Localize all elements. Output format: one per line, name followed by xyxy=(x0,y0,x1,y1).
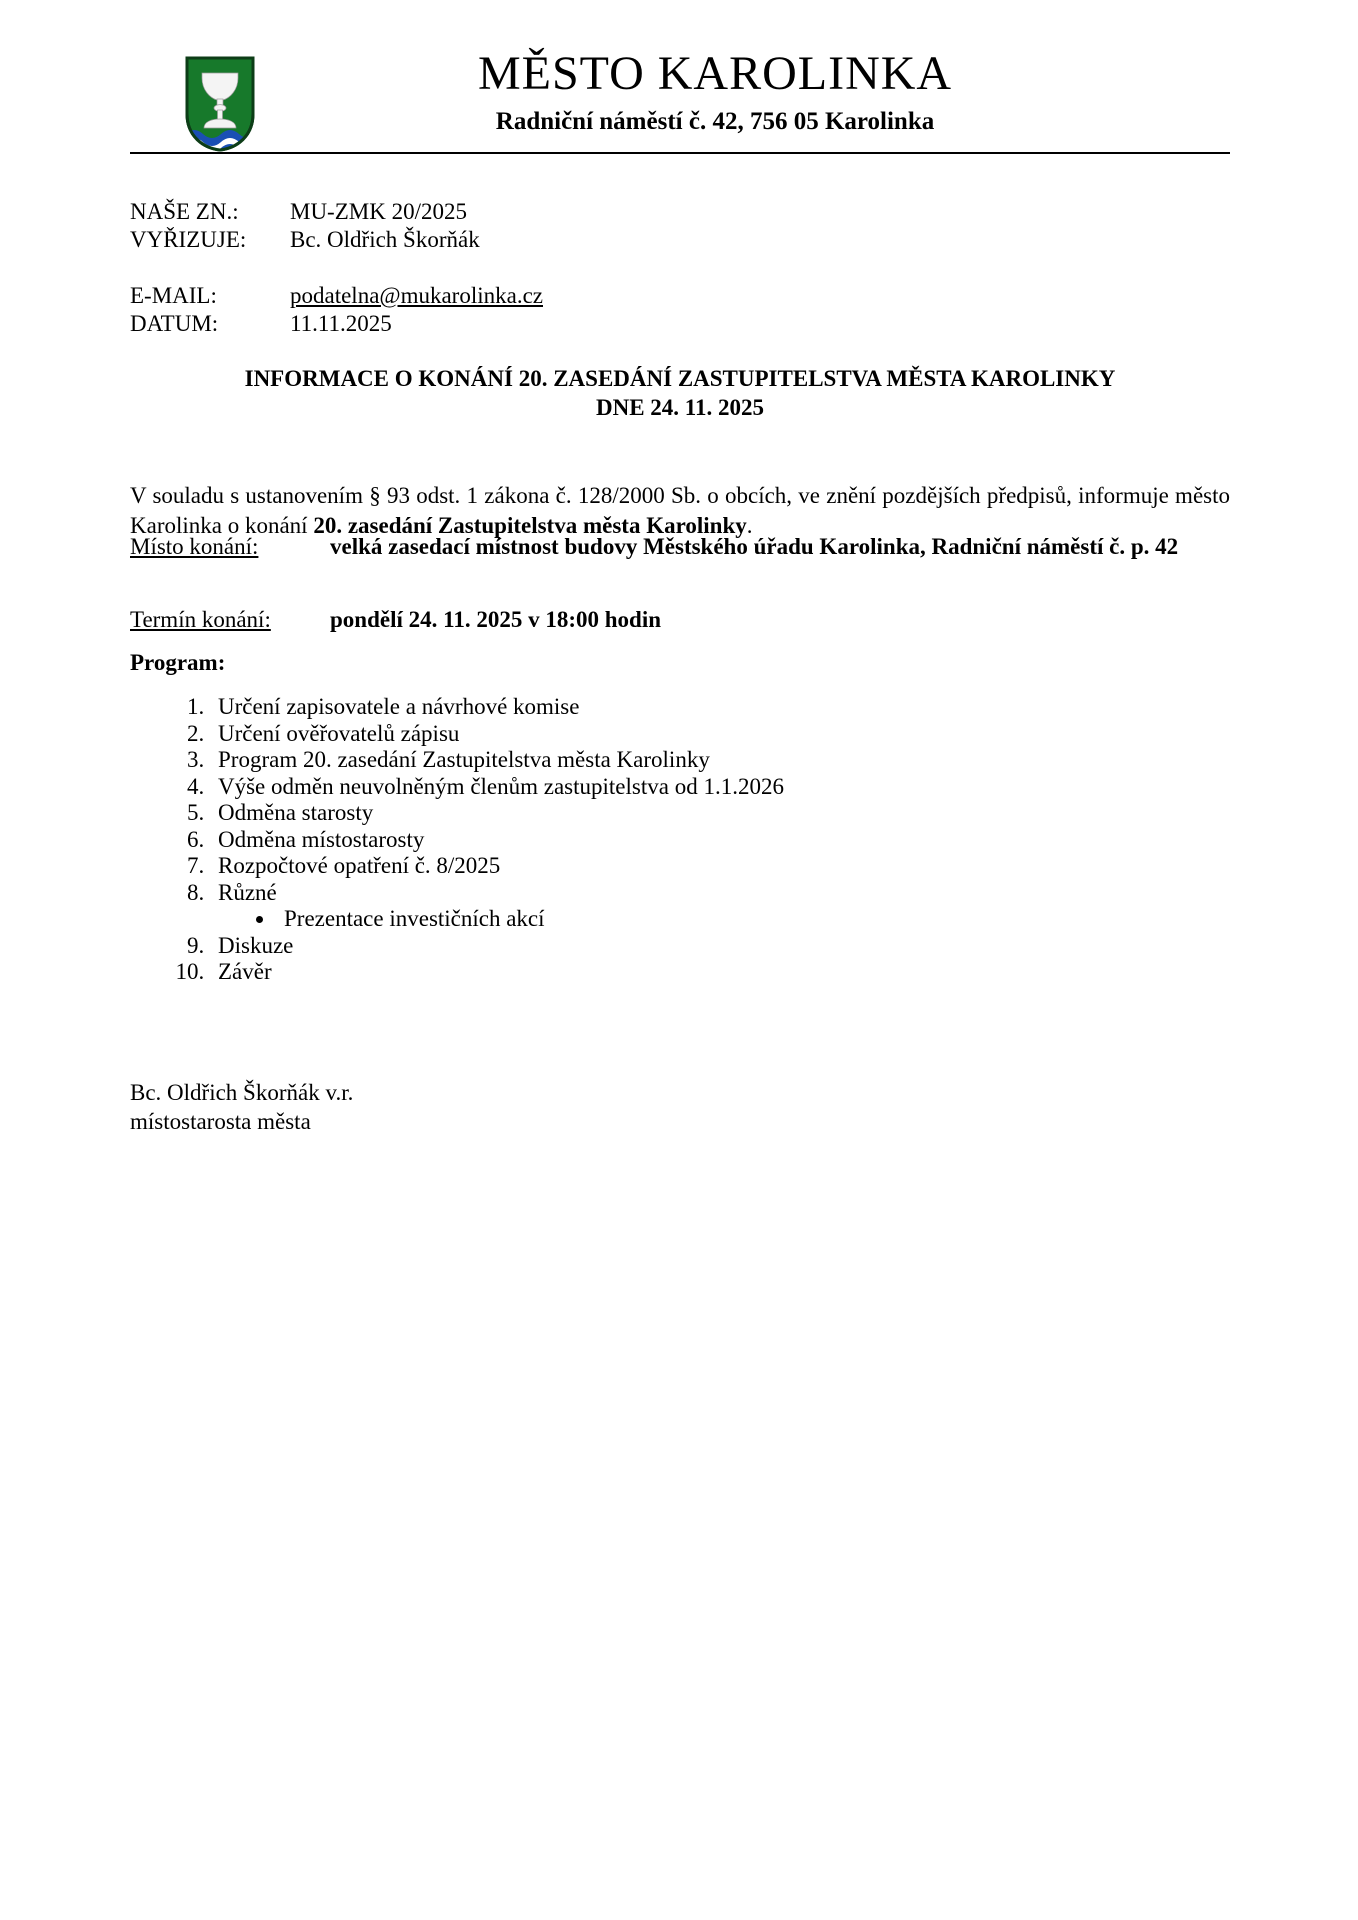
signature-name: Bc. Oldřich Škorňák v.r. xyxy=(130,1080,354,1105)
handler-row xyxy=(130,226,543,254)
letterhead xyxy=(130,46,1230,156)
program-item-label: Diskuze xyxy=(218,932,294,958)
email-row xyxy=(130,282,543,310)
handler-label: VYŘIZUJE: xyxy=(130,227,247,252)
program-item xyxy=(210,933,1210,960)
signature-position: místostarosta města xyxy=(130,1109,311,1134)
program-item xyxy=(210,747,1210,774)
time-value: pondělí 24. 11. 2025 v 18:00 hodin xyxy=(330,607,662,632)
program-subitem-label: Prezentace investičních akcí xyxy=(284,906,545,931)
reference-block xyxy=(130,198,543,338)
email-link[interactable]: podatelna@mukarolinka.cz xyxy=(290,283,543,308)
program-item xyxy=(210,800,1210,827)
date-row xyxy=(130,310,543,338)
place-label: Místo konání: xyxy=(130,534,259,559)
date-value: 11.11.2025 xyxy=(290,311,392,336)
program-item-label: Různé xyxy=(218,879,277,905)
program-item-label: Odměna starosty xyxy=(218,800,374,825)
program-item-label: Určení zapisovatele a návrhové komise xyxy=(218,694,580,719)
email-label: E-MAIL: xyxy=(130,283,217,308)
program-item xyxy=(210,880,1210,933)
handler-value: Bc. Oldřich Škorňák xyxy=(290,227,480,252)
program-item-label: Odměna místostarosty xyxy=(218,826,425,852)
program-subitem xyxy=(276,906,1210,933)
program-item xyxy=(210,721,1210,748)
place-row xyxy=(130,532,1230,562)
coat-of-arms-icon xyxy=(185,56,255,152)
program-item-label: Určení ověřovatelů zápisu xyxy=(218,720,460,746)
program-heading: Program: xyxy=(130,650,226,675)
letterhead-titles xyxy=(315,46,1115,137)
program-item xyxy=(210,853,1210,880)
time-label: Termín konání: xyxy=(130,607,271,632)
our-reference-row xyxy=(130,198,543,226)
program-item xyxy=(210,694,1210,721)
date-label: DATUM: xyxy=(130,311,219,336)
city-name: MĚSTO KAROLINKA xyxy=(477,47,953,100)
header-divider xyxy=(130,152,1230,154)
document-title-line-2: DNE 24. 11. 2025 xyxy=(595,395,765,420)
city-address: Radniční náměstí č. 42, 756 05 Karolinka xyxy=(495,108,935,136)
document-title xyxy=(130,364,1230,422)
intro-text-part-2: . xyxy=(746,513,753,538)
reference-spacer xyxy=(130,254,543,282)
program-sublist xyxy=(218,906,1210,933)
program-item-label: Rozpočtové opatření č. 8/2025 xyxy=(218,853,501,878)
intro-text-part-1: V souladu s ustanovením § 93 odst. 1 zákona č. 128/2000 Sb. o obcích, ve znění pozdějších předpisů, informuje město Karolinka o konání xyxy=(130,483,1230,538)
place-value: velká zasedací místnost budovy Městského úřadu Karolinka, Radniční náměstí č. p. 42 xyxy=(330,534,1179,559)
document-title-line-1: INFORMACE O KONÁNÍ 20. ZASEDÁNÍ ZASTUPITELSTVA MĚSTA KAROLINKY xyxy=(244,366,1116,391)
program-list xyxy=(160,694,1210,986)
program-item xyxy=(210,774,1210,801)
program-item-label: Výše odměn neuvolněným členům zastupitelstva od 1.1.2026 xyxy=(218,773,784,799)
program-item-label: Program 20. zasedání Zastupitelstva města Karolinky xyxy=(218,747,710,772)
our-reference-label: NAŠE ZN.: xyxy=(130,199,239,224)
program-item xyxy=(210,827,1210,854)
time-row xyxy=(130,605,1230,635)
signature-block xyxy=(130,1078,353,1136)
program-item-label: Závěr xyxy=(218,959,272,984)
intro-text-emphasis: 20. zasedání Zastupitelstva města Karolinky xyxy=(313,513,747,538)
program-item xyxy=(210,959,1210,986)
our-reference-value: MU-ZMK 20/2025 xyxy=(290,199,467,224)
